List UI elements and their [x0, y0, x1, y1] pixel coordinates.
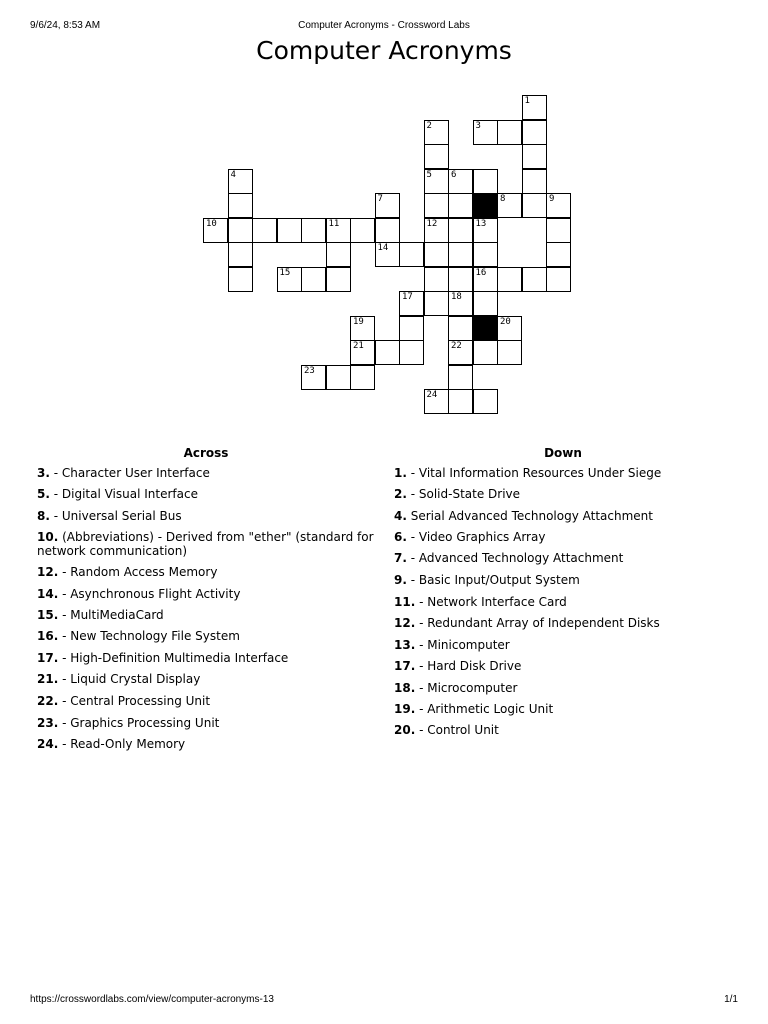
cell-number: 12: [426, 218, 438, 229]
down-clue: [394, 466, 734, 480]
cell-number: 15: [279, 267, 291, 278]
grid-cell[interactable]: [228, 193, 253, 218]
grid-cell[interactable]: [448, 193, 473, 218]
clue-text: - Vital Information Resources Under Siege: [406, 466, 662, 480]
grid-cell[interactable]: [424, 144, 449, 169]
grid-cell[interactable]: [546, 193, 571, 218]
clue-text: - Graphics Processing Unit: [58, 716, 220, 730]
grid-cell[interactable]: [228, 169, 253, 194]
print-datetime: 9/6/24, 8:53 AM: [30, 20, 101, 31]
grid-cell[interactable]: [448, 242, 473, 267]
down-clue: [394, 681, 734, 695]
down-clue: [394, 638, 734, 652]
clue-text: (Abbreviations) - Derived from "ether" (standard for network communication): [37, 530, 374, 558]
grid-cell[interactable]: [277, 218, 302, 243]
grid-cell[interactable]: [497, 340, 522, 365]
grid-cell[interactable]: [448, 169, 473, 194]
grid-cell[interactable]: [473, 389, 498, 414]
grid-cell[interactable]: [375, 242, 400, 267]
across-clue: [37, 587, 377, 601]
grid-cell[interactable]: [350, 218, 375, 243]
page-title: Computer Acronyms: [256, 36, 512, 65]
grid-cell[interactable]: [203, 218, 228, 243]
across-clue: [37, 672, 377, 686]
grid-cell[interactable]: [522, 144, 547, 169]
clue-number: 2.: [394, 487, 407, 501]
grid-cell[interactable]: [546, 218, 571, 243]
grid-cell[interactable]: [522, 267, 547, 292]
clue-text: - Advanced Technology Attachment: [406, 551, 624, 565]
grid-cell[interactable]: [473, 340, 498, 365]
grid-cell[interactable]: [424, 242, 449, 267]
grid-cell[interactable]: [252, 218, 277, 243]
down-clue: [394, 616, 734, 630]
grid-cell[interactable]: [228, 218, 253, 243]
clue-text: - Central Processing Unit: [58, 694, 211, 708]
crossword-grid: [0, 0, 768, 440]
down-heading: Down: [544, 446, 582, 460]
grid-cell[interactable]: [473, 218, 498, 243]
grid-cell[interactable]: [497, 316, 522, 341]
grid-cell[interactable]: [326, 267, 351, 292]
grid-cell[interactable]: [546, 242, 571, 267]
grid-cell[interactable]: [301, 267, 326, 292]
grid-cell[interactable]: [546, 267, 571, 292]
clue-text: - Digital Visual Interface: [49, 487, 198, 501]
cell-number: 6: [451, 169, 457, 180]
clue-text: - Basic Input/Output System: [406, 573, 580, 587]
grid-cell[interactable]: [522, 193, 547, 218]
across-heading: Across: [183, 446, 229, 460]
clue-number: 3.: [37, 466, 50, 480]
across-clue: [37, 716, 377, 730]
clue-text: - Network Interface Card: [415, 595, 567, 609]
cell-number: 10: [206, 218, 217, 229]
down-clue: [394, 509, 734, 523]
cell-number: 20: [500, 316, 511, 327]
grid-cell[interactable]: [301, 218, 326, 243]
grid-black-cell: [473, 193, 498, 218]
across-clue: [37, 509, 377, 523]
grid-cell[interactable]: [473, 267, 498, 292]
clue-text: - Liquid Crystal Display: [58, 672, 201, 686]
grid-cell[interactable]: [424, 267, 449, 292]
clue-text: - Control Unit: [415, 723, 499, 737]
cell-number: 8: [500, 194, 506, 204]
down-clue: [394, 551, 734, 565]
grid-cell[interactable]: [522, 169, 547, 194]
cell-number: 16: [475, 267, 487, 278]
across-clue: [37, 487, 377, 501]
clue-text: - New Technology File System: [58, 629, 240, 643]
clue-number: 1.: [394, 466, 407, 480]
clue-number: 6.: [394, 530, 407, 544]
clue-number: 18.: [394, 681, 416, 695]
clue-number: 12.: [37, 565, 59, 579]
cell-number: 2: [426, 120, 432, 131]
clue-text: - Arithmetic Logic Unit: [415, 702, 554, 716]
clue-text: - Video Graphics Array: [406, 530, 546, 544]
grid-cell[interactable]: [448, 316, 473, 341]
print-page-title: Computer Acronyms - Crossword Labs: [298, 20, 470, 31]
grid-cell[interactable]: [326, 365, 351, 390]
clue-number: 17.: [37, 651, 59, 665]
clue-number: 9.: [394, 573, 407, 587]
clue-text: - MultiMediaCard: [58, 608, 164, 622]
clue-text: - Microcomputer: [415, 681, 518, 695]
grid-cell[interactable]: [228, 242, 253, 267]
across-clue: [37, 466, 377, 480]
grid-cell[interactable]: [497, 267, 522, 292]
down-clue: [394, 530, 734, 544]
grid-cell[interactable]: [375, 340, 400, 365]
clue-number: 16.: [37, 629, 59, 643]
clue-number: 19.: [394, 702, 416, 716]
clue-number: 7.: [394, 551, 407, 565]
clue-number: 10.: [37, 530, 59, 544]
grid-cell[interactable]: [399, 340, 424, 365]
across-clue: [37, 608, 377, 622]
grid-cell[interactable]: [228, 267, 253, 292]
grid-cell[interactable]: [326, 242, 351, 267]
clue-number: 11.: [394, 595, 416, 609]
clue-text: - Universal Serial Bus: [49, 509, 182, 523]
grid-cell[interactable]: [350, 365, 375, 390]
down-clue: [394, 595, 734, 609]
clue-number: 5.: [37, 487, 50, 501]
across-clue: [37, 629, 377, 643]
grid-cell[interactable]: [350, 316, 375, 341]
cell-number: 22: [451, 341, 462, 351]
cell-number: 3: [475, 120, 481, 131]
down-clue: [394, 702, 734, 716]
grid-black-cell: [473, 316, 498, 341]
clue-number: 8.: [37, 509, 50, 523]
print-url: https://crosswordlabs.com/view/computer-acronyms-13: [30, 994, 274, 1005]
cell-number: 7: [377, 194, 383, 204]
clue-text: - Minicomputer: [415, 638, 510, 652]
grid-cell[interactable]: [399, 291, 424, 316]
cell-number: 9: [549, 194, 555, 204]
across-clue: [37, 565, 377, 579]
grid-cell[interactable]: [497, 193, 522, 218]
clue-number: 21.: [37, 672, 59, 686]
down-clue: [394, 659, 734, 673]
cell-number: 21: [353, 341, 364, 351]
clue-text: - Read-Only Memory: [58, 737, 186, 751]
cell-number: 18: [451, 292, 462, 302]
grid-cell[interactable]: [301, 365, 326, 390]
grid-cell[interactable]: [277, 267, 302, 292]
grid-cell[interactable]: [448, 340, 473, 365]
across-clue: [37, 737, 377, 751]
down-clue: [394, 573, 734, 587]
grid-cell[interactable]: [448, 218, 473, 243]
print-page-number: 1/1: [724, 994, 738, 1005]
grid-cell[interactable]: [522, 120, 547, 145]
grid-cell[interactable]: [473, 291, 498, 316]
clue-text: - High-Definition Multimedia Interface: [58, 651, 289, 665]
clue-number: 22.: [37, 694, 59, 708]
clue-number: 23.: [37, 716, 59, 730]
grid-cell[interactable]: [497, 120, 522, 145]
grid-cell[interactable]: [448, 389, 473, 414]
cell-number: 5: [426, 169, 432, 180]
grid-cell[interactable]: [326, 218, 351, 243]
clue-number: 14.: [37, 587, 59, 601]
clue-text: - Hard Disk Drive: [415, 659, 522, 673]
clue-number: 13.: [394, 638, 416, 652]
down-clue: [394, 487, 734, 501]
cell-number: 23: [304, 365, 315, 376]
grid-cell[interactable]: [473, 169, 498, 194]
clue-number: 12.: [394, 616, 416, 630]
grid-cell[interactable]: [424, 389, 449, 414]
grid-cell[interactable]: [424, 218, 449, 243]
across-clue: [37, 530, 377, 558]
clue-text: - Asynchronous Flight Activity: [58, 587, 241, 601]
cell-number: 11: [328, 218, 340, 229]
grid-cell[interactable]: [448, 365, 473, 390]
clue-text: - Character User Interface: [49, 466, 210, 480]
cell-number: 1: [524, 96, 530, 106]
grid-cell[interactable]: [522, 95, 547, 120]
grid-cell[interactable]: [473, 242, 498, 267]
grid-cell[interactable]: [399, 316, 424, 341]
grid-cell[interactable]: [448, 291, 473, 316]
clue-text: - Solid-State Drive: [406, 487, 521, 501]
grid-cell[interactable]: [473, 120, 498, 145]
cell-number: 17: [402, 292, 413, 302]
cell-number: 19: [353, 316, 364, 327]
grid-cell[interactable]: [399, 242, 424, 267]
clue-text: - Redundant Array of Independent Disks: [415, 616, 660, 630]
grid-cell[interactable]: [375, 193, 400, 218]
clue-number: 20.: [394, 723, 416, 737]
grid-cell[interactable]: [424, 120, 449, 145]
cell-number: 13: [475, 218, 487, 229]
clue-text: - Random Access Memory: [58, 565, 218, 579]
grid-cell[interactable]: [448, 267, 473, 292]
across-clue: [37, 694, 377, 708]
cell-number: 4: [230, 169, 236, 180]
grid-cell[interactable]: [350, 340, 375, 365]
clue-number: 4.: [394, 509, 407, 523]
cell-number: 14: [377, 243, 389, 253]
down-clue: [394, 723, 734, 737]
grid-cell[interactable]: [424, 193, 449, 218]
across-clue: [37, 651, 377, 665]
clue-number: 24.: [37, 737, 59, 751]
clue-number: 15.: [37, 608, 59, 622]
grid-cell[interactable]: [424, 291, 449, 316]
cell-number: 24: [426, 390, 438, 400]
grid-cell[interactable]: [424, 169, 449, 194]
clue-text: Serial Advanced Technology Attachment: [406, 509, 653, 523]
clue-number: 17.: [394, 659, 416, 673]
grid-cell[interactable]: [375, 218, 400, 243]
